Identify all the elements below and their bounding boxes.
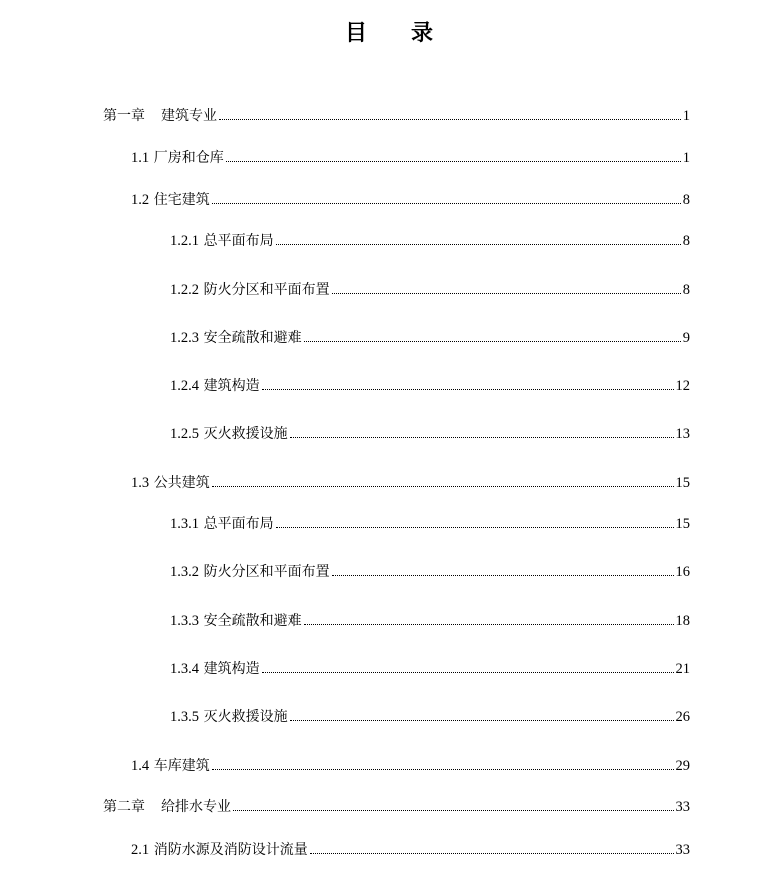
toc-label: 车库建筑 bbox=[153, 758, 210, 774]
dot-leader bbox=[226, 160, 681, 162]
toc-entry-1-3-5[interactable] bbox=[170, 707, 690, 727]
toc-entry-1-3[interactable] bbox=[131, 473, 690, 493]
toc-page-number: 18 bbox=[675, 613, 690, 629]
toc-entry-2-1[interactable] bbox=[131, 840, 690, 860]
toc-entry-chapter-2[interactable] bbox=[103, 797, 690, 817]
dot-leader bbox=[219, 118, 681, 120]
toc-label: 建筑专业 bbox=[161, 108, 217, 124]
toc-entry-1-2-4[interactable] bbox=[170, 376, 690, 396]
dot-leader bbox=[290, 436, 674, 438]
toc-number: 1.3.1 bbox=[170, 516, 199, 532]
toc-page-number: 21 bbox=[675, 661, 690, 677]
toc-entry-chapter-1[interactable] bbox=[103, 106, 690, 126]
toc-label: 防火分区和平面布置 bbox=[203, 564, 330, 580]
dot-leader bbox=[276, 526, 674, 528]
dot-leader bbox=[233, 809, 674, 811]
toc-page-number: 16 bbox=[675, 564, 690, 580]
toc-number: 1.2.3 bbox=[170, 330, 199, 346]
toc-number: 1.2.4 bbox=[170, 378, 199, 394]
toc-number: 1.3.3 bbox=[170, 613, 199, 629]
page-title bbox=[0, 16, 778, 47]
toc-page-number: 15 bbox=[675, 516, 690, 532]
toc-page-number: 8 bbox=[682, 233, 690, 249]
dot-leader bbox=[212, 202, 681, 204]
toc-number: 第二章 bbox=[103, 799, 145, 815]
dot-leader bbox=[276, 243, 681, 245]
dot-leader bbox=[262, 671, 674, 673]
toc-label: 消防水源及消防设计流量 bbox=[153, 842, 308, 858]
toc-entry-1-3-4[interactable] bbox=[170, 659, 690, 679]
toc-label: 总平面布局 bbox=[203, 516, 274, 532]
toc-number: 1.3.2 bbox=[170, 564, 199, 580]
toc-number: 1.2.5 bbox=[170, 426, 199, 442]
dot-leader bbox=[332, 574, 674, 576]
toc-number: 1.2.1 bbox=[170, 233, 199, 249]
toc-number: 1.3.4 bbox=[170, 661, 199, 677]
toc-label: 灭火救援设施 bbox=[203, 426, 288, 442]
toc-page-number: 1 bbox=[682, 108, 690, 124]
dot-leader bbox=[310, 852, 674, 854]
toc-label: 总平面布局 bbox=[203, 233, 274, 249]
toc-page-number: 26 bbox=[675, 709, 690, 725]
toc-entry-1-2[interactable] bbox=[131, 190, 690, 210]
toc-page-number: 12 bbox=[675, 378, 690, 394]
toc-entry-1-2-5[interactable] bbox=[170, 424, 690, 444]
dot-leader bbox=[212, 485, 674, 487]
toc-entry-1-3-3[interactable] bbox=[170, 611, 690, 631]
toc-number: 1.3 bbox=[131, 475, 150, 491]
dot-leader bbox=[332, 292, 681, 294]
toc-number: 1.2.2 bbox=[170, 282, 199, 298]
toc-entry-1-1[interactable] bbox=[131, 148, 690, 168]
title-char-1: 目 bbox=[344, 21, 367, 46]
toc-number: 2.1 bbox=[131, 842, 150, 858]
toc-page-number: 8 bbox=[682, 192, 690, 208]
toc-page-number: 9 bbox=[682, 330, 690, 346]
toc-entry-1-4[interactable] bbox=[131, 756, 690, 776]
toc-number: 第一章 bbox=[103, 108, 145, 124]
toc-label: 厂房和仓库 bbox=[153, 150, 224, 166]
dot-leader bbox=[304, 623, 674, 625]
toc-label: 建筑构造 bbox=[203, 661, 260, 677]
toc-entry-1-2-2[interactable] bbox=[170, 280, 690, 300]
toc-number: 1.3.5 bbox=[170, 709, 199, 725]
toc-page-number: 8 bbox=[682, 282, 690, 298]
toc-page-number: 15 bbox=[675, 475, 690, 491]
toc-label: 住宅建筑 bbox=[153, 192, 210, 208]
toc-page-number: 33 bbox=[675, 799, 690, 815]
toc-label: 建筑构造 bbox=[203, 378, 260, 394]
toc-page-number: 29 bbox=[675, 758, 690, 774]
toc-entry-1-3-2[interactable] bbox=[170, 562, 690, 582]
toc-label: 灭火救援设施 bbox=[203, 709, 288, 725]
toc-number: 1.1 bbox=[131, 150, 150, 166]
toc-number: 1.2 bbox=[131, 192, 150, 208]
toc-entry-1-2-3[interactable] bbox=[170, 328, 690, 348]
toc-label: 防火分区和平面布置 bbox=[203, 282, 330, 298]
toc-page-number: 33 bbox=[675, 842, 690, 858]
dot-leader bbox=[212, 768, 674, 770]
toc-page-number: 1 bbox=[682, 150, 690, 166]
toc-label: 安全疏散和避难 bbox=[203, 613, 302, 629]
toc-label: 安全疏散和避难 bbox=[203, 330, 302, 346]
toc-number: 1.4 bbox=[131, 758, 150, 774]
dot-leader bbox=[304, 340, 681, 342]
toc-page-number: 13 bbox=[675, 426, 690, 442]
dot-leader bbox=[262, 388, 674, 390]
toc-entry-1-2-1[interactable] bbox=[170, 231, 690, 251]
toc-entry-1-3-1[interactable] bbox=[170, 514, 690, 534]
toc-label: 公共建筑 bbox=[153, 475, 210, 491]
toc-label: 给排水专业 bbox=[161, 799, 231, 815]
title-char-2: 录 bbox=[411, 21, 434, 46]
dot-leader bbox=[290, 719, 674, 721]
